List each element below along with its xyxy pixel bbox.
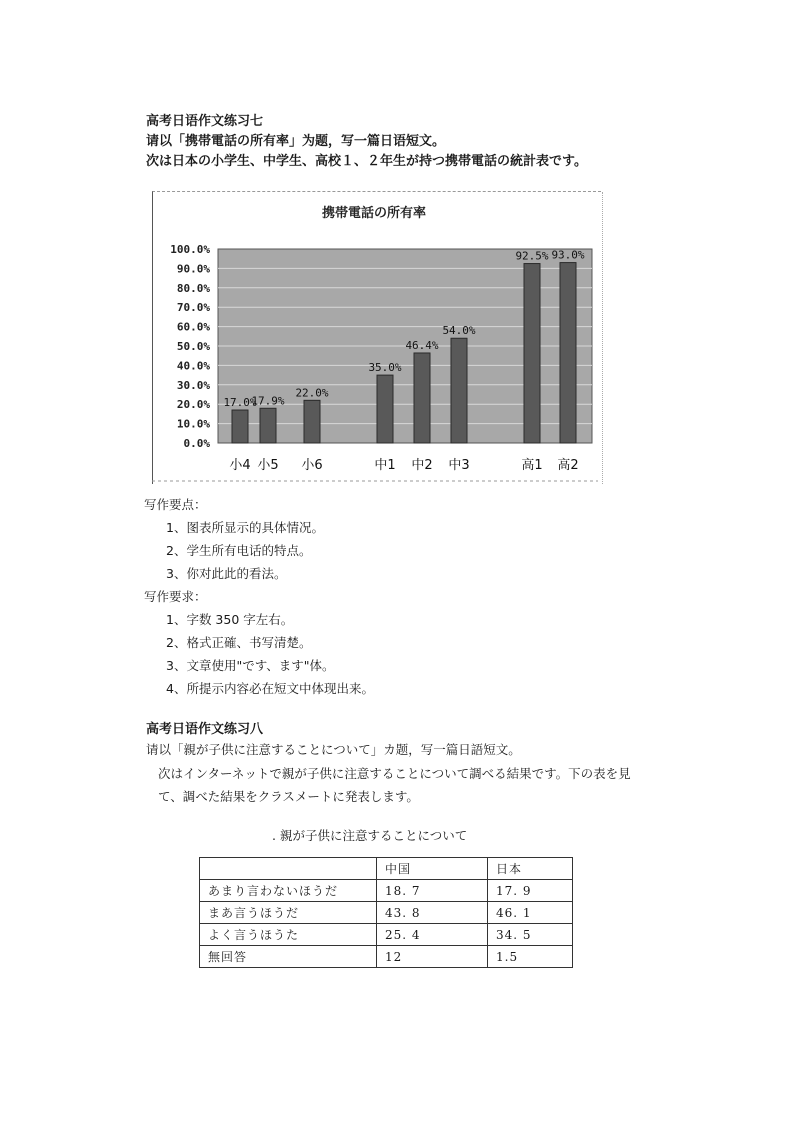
y-tick-label: 70.0% xyxy=(176,301,210,315)
requirement-item: 2、格式正確、书写清楚。 xyxy=(166,635,312,650)
table-row xyxy=(200,880,573,902)
point-item: 2、学生所有电话的特点。 xyxy=(166,543,312,558)
exercise8-prompt: 请以「親が子供に注意することについて」カ题，写一篇日語短文。 xyxy=(146,742,521,757)
requirement-item: 4、所提示内容必在短文中体现出来。 xyxy=(166,681,374,696)
y-tick-label: 10.0% xyxy=(176,417,210,431)
requirement-item: 1、字数 350 字左右。 xyxy=(166,612,294,627)
y-tick-label: 30.0% xyxy=(176,378,210,392)
x-category-label: 小6 xyxy=(301,458,323,473)
y-tick-label: 50.0% xyxy=(176,340,210,353)
y-tick-label: 0.0% xyxy=(183,437,210,450)
x-category-label: 高2 xyxy=(557,458,579,473)
exercise7-prompt: 请以「携帯電話の所有率」为题，写一篇日语短文。 xyxy=(146,134,446,149)
x-category-label: 小5 xyxy=(257,458,279,473)
survey-table xyxy=(199,857,573,968)
table-cell: 34. 5 xyxy=(488,924,573,946)
ownership-bar-chart xyxy=(152,191,600,483)
bar-value-label: 93.0% xyxy=(551,248,585,262)
exercise8-intro-line2: て、調べた結果をクラスメートに発表します。 xyxy=(158,789,419,804)
table-cell: 1.5 xyxy=(488,946,573,968)
table-row xyxy=(200,902,573,924)
table-header-cell xyxy=(200,858,377,880)
bar xyxy=(304,400,320,443)
table-cell: よく言うほうた xyxy=(200,924,377,946)
exercise7-title: 高考日语作文练习七 xyxy=(146,114,264,129)
table-cell: 46. 1 xyxy=(488,902,573,924)
table-header-cell: 中国 xyxy=(377,858,488,880)
bar xyxy=(260,408,276,443)
bar xyxy=(524,264,540,443)
table-cell: 12 xyxy=(377,946,488,968)
bar xyxy=(560,263,576,443)
exercise7-intro: 次は日本の小学生、中学生、高校１、２年生が持つ携帯電話の統計表です。 xyxy=(146,154,587,169)
y-tick-label: 40.0% xyxy=(176,359,210,373)
table-cell: 43. 8 xyxy=(377,902,488,924)
table-cell: 無回答 xyxy=(200,946,377,968)
point-item: 1、图表所显示的具体情况。 xyxy=(166,520,324,535)
bar-value-label: 46.4% xyxy=(405,338,439,352)
bar-value-label: 35.0% xyxy=(368,361,402,375)
table-cell: あまり言わないほうだ xyxy=(200,880,377,902)
chart-title: 携帯電話の所有率 xyxy=(321,206,427,221)
bar-value-label: 54.0% xyxy=(442,324,476,338)
table-cell: 17. 9 xyxy=(488,880,573,902)
bar-value-label: 17.0% xyxy=(223,396,257,410)
exercise8-title: 高考日语作文练习八 xyxy=(146,722,264,737)
table-cell: まあ言うほうだ xyxy=(200,902,377,924)
x-category-label: 中1 xyxy=(374,458,396,473)
bar-value-label: 22.0% xyxy=(295,386,329,400)
bar-value-label: 17.9% xyxy=(251,394,285,408)
table-row xyxy=(200,946,573,968)
table-row xyxy=(200,924,573,946)
point-item: 3、你对此此的看法。 xyxy=(166,566,287,581)
table-title: . 親が子供に注意することについて xyxy=(272,828,468,843)
table-cell: 18. 7 xyxy=(377,880,488,902)
x-category-label: 高1 xyxy=(521,458,543,473)
table-header-cell: 日本 xyxy=(488,858,573,880)
bar-value-label: 92.5% xyxy=(515,249,549,263)
exercise8-intro-line1: 次はインターネットで親が子供に注意することについて調べる結果です。下の表を見 xyxy=(158,766,631,781)
y-tick-label: 80.0% xyxy=(176,281,210,295)
y-tick-label: 20.0% xyxy=(176,398,210,412)
bar xyxy=(414,353,430,443)
y-tick-label: 100.0% xyxy=(170,243,210,256)
bar xyxy=(232,410,248,443)
y-tick-label: 60.0% xyxy=(176,320,210,334)
y-tick-label: 90.0% xyxy=(176,262,210,276)
x-category-label: 中3 xyxy=(448,458,470,473)
requirement-item: 3、文章使用"です、ます"体。 xyxy=(166,658,335,673)
x-category-label: 中2 xyxy=(411,458,433,473)
x-category-label: 小4 xyxy=(229,458,251,473)
bar xyxy=(377,375,393,443)
points-heading: 写作要点： xyxy=(144,497,207,512)
requirements-heading: 写作要求： xyxy=(144,589,207,604)
table-header-row xyxy=(200,858,573,880)
table-cell: 25. 4 xyxy=(377,924,488,946)
bar xyxy=(451,338,467,443)
